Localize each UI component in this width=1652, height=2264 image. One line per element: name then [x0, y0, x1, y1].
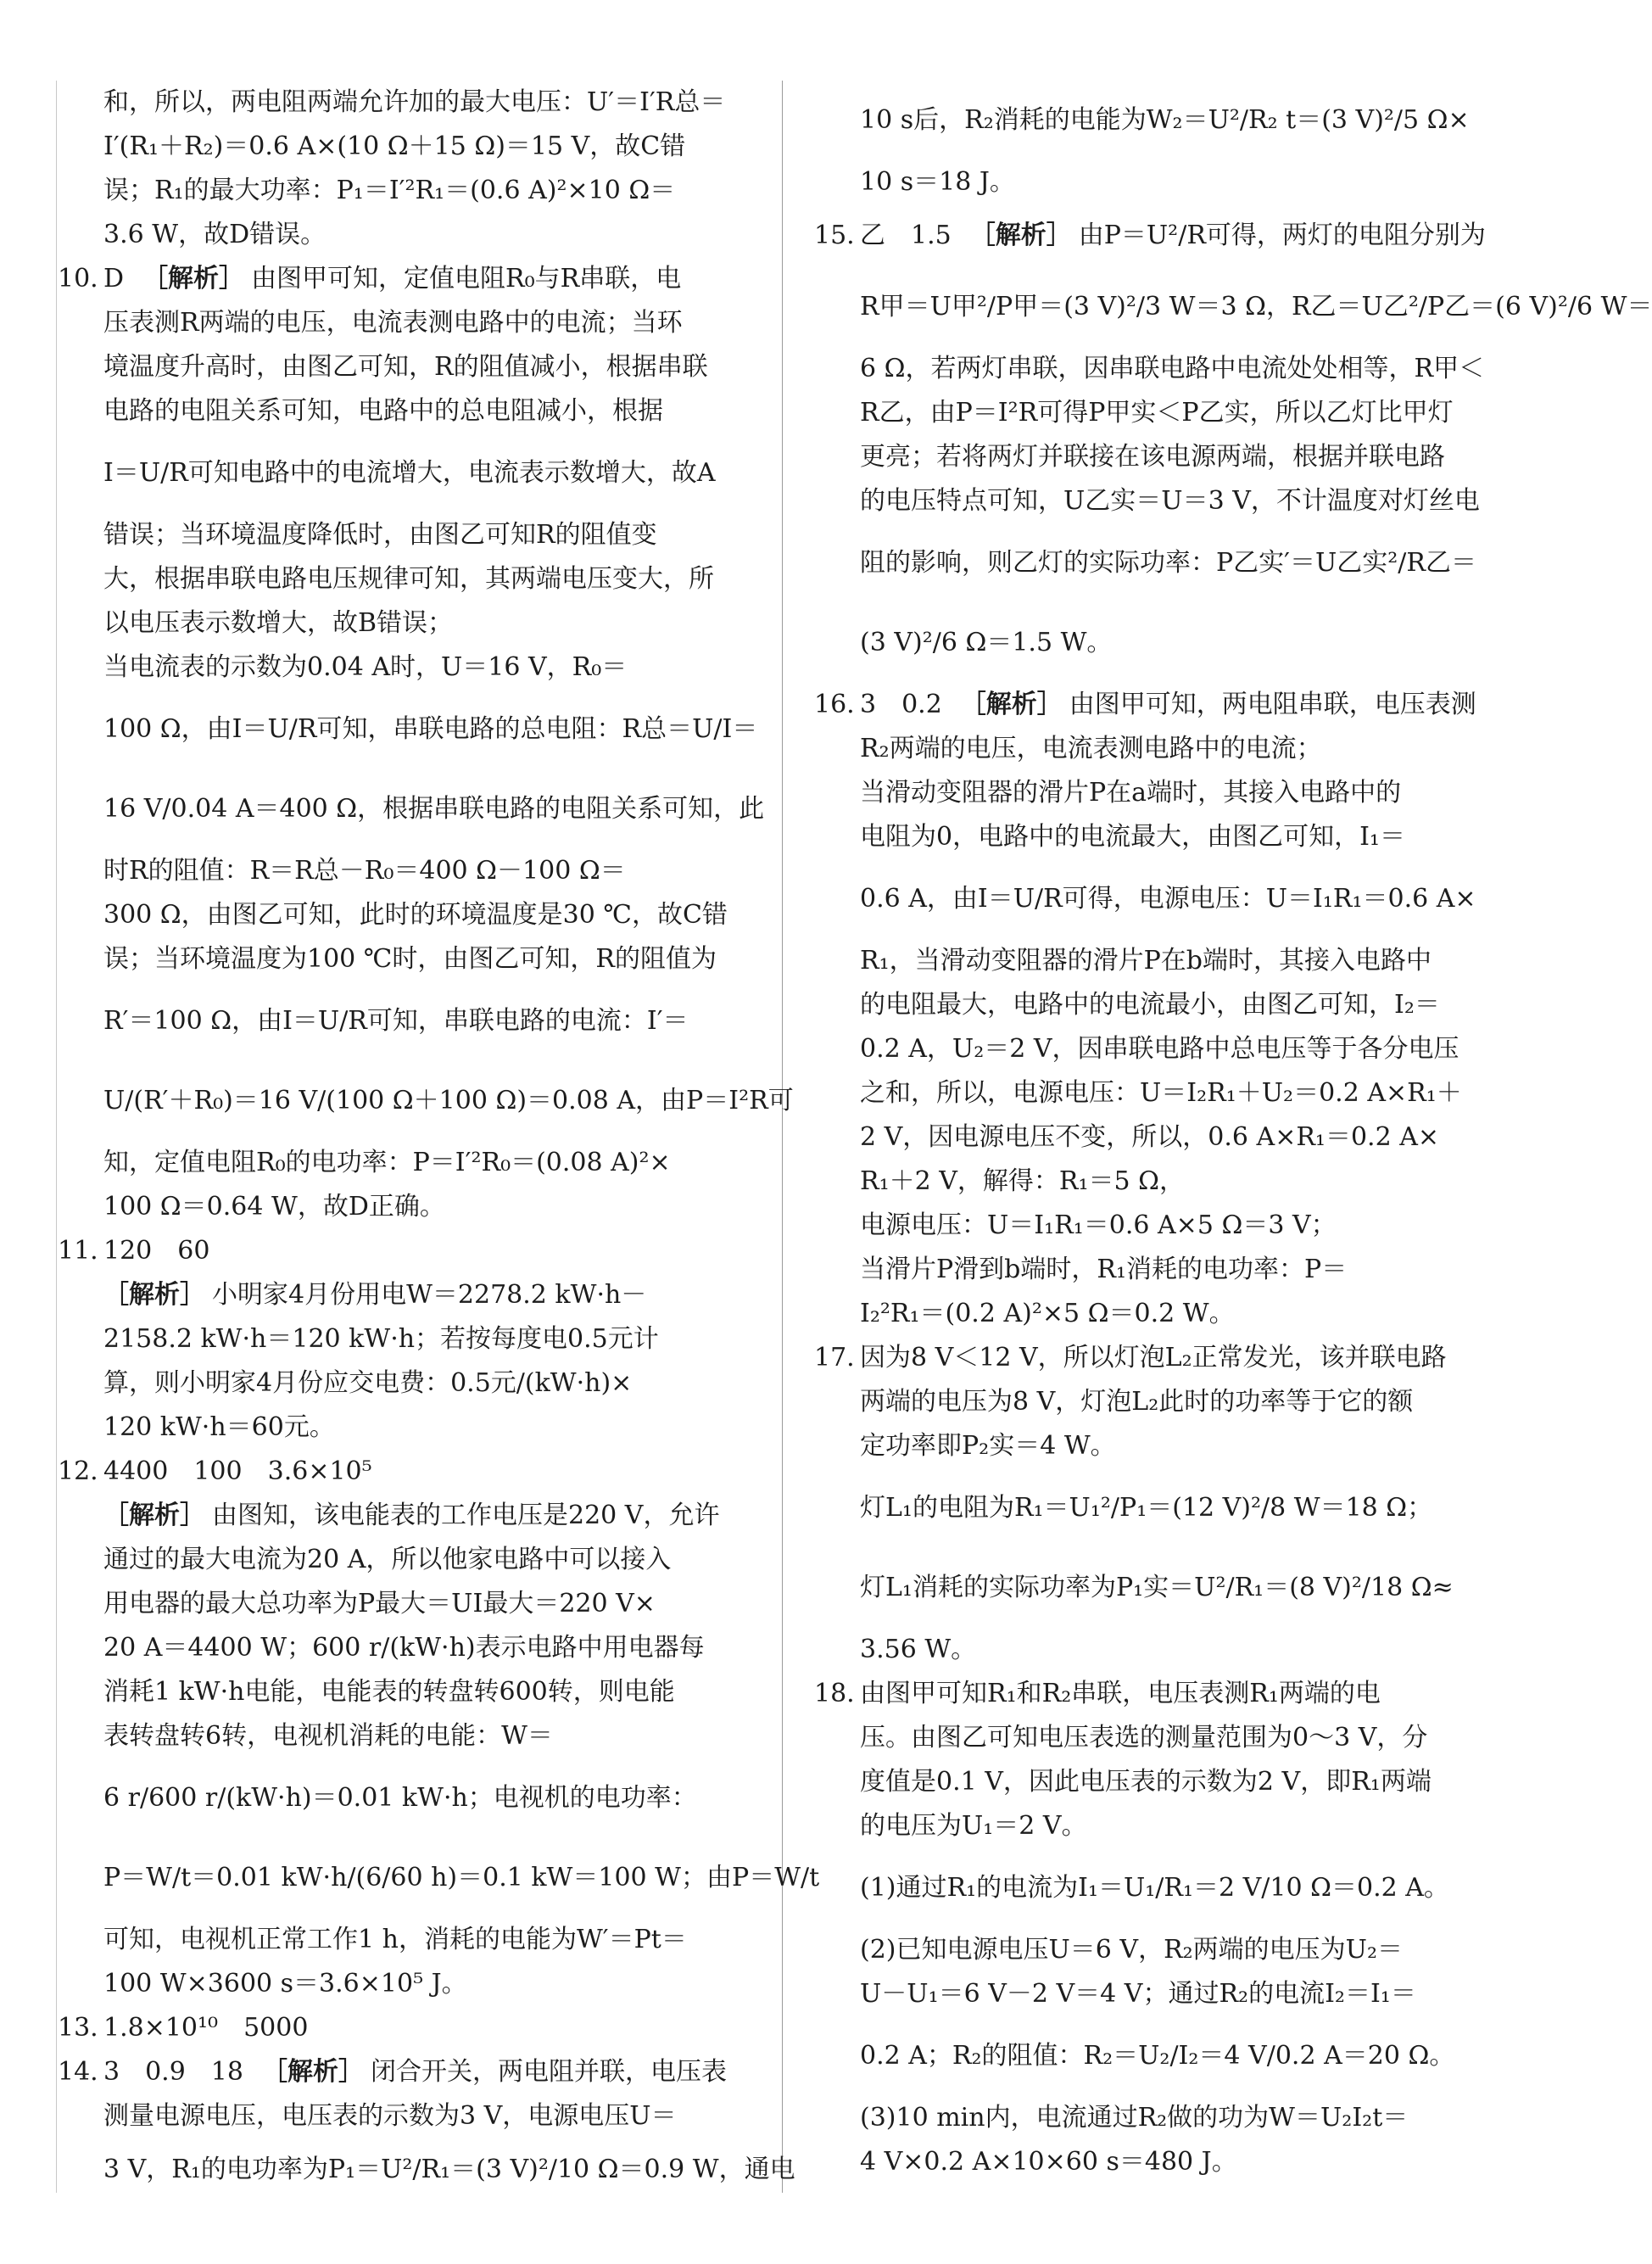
line-text: I′(R₁＋R₂)＝0.6 A×(10 Ω＋15 Ω)＝15 V，故C错: [103, 131, 686, 161]
line-text: 因为8 V＜12 V，所以灯泡L₂正常发光，该并联电路: [860, 1343, 1447, 1372]
line-text: 时R的阻值：R＝R总－R₀＝400 Ω－100 Ω＝: [103, 856, 626, 886]
text-line: [814, 1716, 1497, 1760]
line-text: U－U₁＝6 V－2 V＝4 V；通过R₂的电流I₂＝I₁＝: [860, 1979, 1416, 2009]
text-line: [58, 849, 740, 893]
line-text: 消耗1 kW·h电能，电能表的转盘转600转，则电能: [103, 1677, 675, 1707]
line-text: 的电压特点可知，U乙实＝U＝3 V，不计温度对灯丝电: [860, 486, 1480, 516]
line-text: 100 W×3600 s＝3.6×10⁵ J。: [103, 1969, 467, 1998]
text-line: [814, 523, 1497, 603]
text-line: [58, 1061, 794, 1141]
text-line: [58, 1918, 740, 1962]
line-text: 之和，所以，电源电压：U＝I₂R₁＋U₂＝0.2 A×R₁＋: [860, 1078, 1462, 1108]
line-text: R′＝100 Ω，由I＝U/R可知，串联电路的电流：I′＝: [103, 1006, 689, 1036]
line-text: 由图甲可知R₁和R₂串联，电压表测R₁两端的电: [860, 1679, 1381, 1708]
text-line: [814, 2016, 1497, 2096]
line-text: 100 Ω，由I＝U/R可知，串联电路的总电阻：R总＝U/I＝: [103, 714, 758, 744]
question-line: [814, 683, 1497, 727]
answer-text: 乙 1.5: [860, 221, 952, 250]
line-text: (2)已知电源电压U＝6 V，R₂两端的电压为U₂＝: [860, 1935, 1403, 1965]
text-line: [58, 301, 740, 345]
line-text: 电源电压：U＝I₁R₁＝0.6 A×5 Ω＝3 V；: [860, 1210, 1337, 1240]
analysis-tag: ［解析］: [103, 1280, 205, 1310]
question-line: [58, 1450, 740, 1494]
question-line: [814, 204, 1497, 267]
line-text: 16 V/0.04 A＝400 Ω，根据串联电路的电阻关系可知，此: [103, 794, 765, 824]
question-number: 15.: [814, 221, 855, 250]
text-line: [814, 939, 1497, 983]
text-line: [58, 2138, 795, 2201]
text-line: [814, 1204, 1497, 1248]
line-text: 度值是0.1 V，因此电压表的示数为2 V，即R₁两端: [860, 1767, 1432, 1797]
line-text: I₂²R₁＝(0.2 A)²×5 Ω＝0.2 W。: [860, 1299, 1235, 1328]
answer-text: 120 60: [103, 1236, 210, 1266]
line-text: 6 r/600 r/(kW·h)＝0.01 kW·h；电视机的电功率：: [103, 1783, 697, 1813]
line-text: 用电器的最大总功率为P最大＝UI最大＝220 V×: [103, 1589, 656, 1618]
line-text: 由图甲可知，两电阻串联，电压表测: [1069, 690, 1476, 719]
line-text: 小明家4月份用电W＝2278.2 kW·h－: [212, 1280, 647, 1310]
line-text: 的电阻最大，电路中的电流最小，由图乙可知，I₂＝: [860, 990, 1440, 1020]
text-line: [814, 1760, 1497, 1804]
line-text: 0.2 A；R₂的阻值：R₂＝U₂/I₂＝4 V/0.2 A＝20 Ω。: [860, 2041, 1455, 2071]
line-text: 由图知，该电能表的工作电压是220 V，允许: [212, 1501, 720, 1530]
line-text: 0.6 A，由I＝U/R可得，电源电压：U＝I₁R₁＝0.6 A×: [860, 884, 1476, 914]
line-text: 算，则小明家4月份应交电费：0.5元/(kW·h)×: [103, 1368, 633, 1398]
answer-text: D: [103, 264, 125, 293]
text-line: [814, 1928, 1497, 1972]
analysis-tag: ［解析］: [261, 2057, 364, 2087]
question-number: 14.: [58, 2057, 98, 2087]
text-line: [814, 1848, 1497, 1928]
text-line: [814, 347, 1497, 391]
text-line: [814, 267, 1652, 347]
text-line: [58, 169, 740, 213]
text-line: [814, 1292, 1497, 1336]
text-line: [58, 1538, 740, 1582]
line-text: (3)10 min内，电流通过R₂做的功为W＝U₂I₂t＝: [860, 2103, 1409, 2133]
line-text: 灯L₁消耗的实际功率为P₁实＝U²/R₁＝(8 V)²/18 Ω≈: [860, 1573, 1454, 1602]
line-text: (3 V)²/6 Ω＝1.5 W。: [860, 628, 1113, 657]
text-line: [814, 1424, 1497, 1468]
text-line: [58, 1141, 740, 1185]
question-number: 18.: [814, 1679, 855, 1708]
text-line: [814, 1804, 1497, 1848]
question-line: [814, 1672, 1497, 1716]
answer-text: 3 0.9 18: [103, 2057, 243, 2087]
text-line: [58, 769, 765, 849]
text-line: [58, 646, 740, 690]
line-text: 压。由图乙可知电压表选的测量范围为0～3 V，分: [860, 1723, 1428, 1753]
text-line: [58, 1714, 740, 1758]
line-text: 以电压表示数增大，故B错误；: [103, 608, 454, 638]
text-line: [814, 1071, 1497, 1115]
text-line: [58, 81, 740, 125]
line-text: 300 Ω，由图乙可知，此时的环境温度是30 ℃，故C错: [103, 900, 728, 930]
line-text: 3.56 W。: [860, 1635, 977, 1664]
line-text: R甲＝U甲²/P甲＝(3 V)²/3 W＝3 Ω，R乙＝U乙²/P乙＝(6 V)²/6 W＝: [860, 292, 1652, 321]
question-line: [58, 2050, 740, 2094]
text-line: [58, 433, 740, 513]
text-line: [58, 213, 740, 257]
line-text: 阻的影响，则乙灯的实际功率：P乙实′＝U乙实²/R乙＝: [860, 548, 1477, 578]
analysis-tag: ［解析］: [103, 1501, 205, 1530]
line-text: (1)通过R₁的电流为I₁＝U₁/R₁＝2 V/10 Ω＝0.2 A。: [860, 1873, 1449, 1903]
question-number: 16.: [814, 690, 855, 719]
line-text: 境温度升高时，由图乙可知，R的阻值减小，根据串联: [103, 352, 708, 382]
line-text: 测量电源电压，电压表的示数为3 V，电源电压U＝: [103, 2101, 677, 2131]
text-line: [58, 981, 740, 1061]
text-line: [58, 557, 740, 601]
line-text: 电阻为0，电路中的电流最大，由图乙可知，I₁＝: [860, 822, 1405, 852]
line-text: 当滑动变阻器的滑片P在a端时，其接入电路中的: [860, 778, 1402, 808]
text-line: [814, 391, 1497, 435]
question-number: 17.: [814, 1343, 855, 1372]
question-number: 13.: [58, 2013, 98, 2043]
line-text: 0.2 A，U₂＝2 V，因串联电路中总电压等于各分电压: [860, 1034, 1459, 1064]
line-text: 10 s＝18 J。: [860, 167, 1015, 197]
line-text: 4 V×0.2 A×10×60 s＝480 J。: [860, 2147, 1237, 2177]
text-line: [58, 1317, 740, 1361]
line-text: 120 kW·h＝60元。: [103, 1412, 335, 1442]
text-line: [814, 727, 1497, 771]
text-line: [814, 1248, 1497, 1292]
text-line: [814, 1628, 1497, 1672]
question-number: 11.: [58, 1236, 98, 1266]
line-text: 定功率即P₂实＝4 W。: [860, 1431, 1116, 1461]
text-line: [814, 815, 1497, 859]
line-text: 误；R₁的最大功率：P₁＝I′²R₁＝(0.6 A)²×10 Ω＝: [103, 176, 676, 205]
page-edge: [56, 81, 57, 2193]
line-text: 和，所以，两电阻两端允许加的最大电压：U′＝I′R总＝: [103, 87, 726, 117]
text-line: [814, 983, 1497, 1027]
right-column: [814, 81, 1652, 2184]
question-line: [814, 1336, 1497, 1380]
text-line: [814, 1380, 1497, 1424]
line-text: 表转盘转6转，电视机消耗的电能：W＝: [103, 1721, 553, 1751]
line-text: 20 A＝4400 W；600 r/(kW·h)表示电路中用电器每: [103, 1633, 705, 1663]
text-line: [814, 2140, 1497, 2184]
text-line: [814, 2096, 1497, 2140]
text-line: [814, 1548, 1497, 1628]
text-line: [814, 160, 1497, 204]
line-text: 由图甲可知，定值电阻R₀与R串联，电: [251, 264, 682, 293]
line-text: U/(R′＋R₀)＝16 V/(100 Ω＋100 Ω)＝0.08 A，由P＝I²R可: [103, 1086, 794, 1115]
text-line: [58, 937, 740, 981]
question-line: [58, 2006, 740, 2050]
line-text: 知，定值电阻R₀的电功率：P＝I′²R₀＝(0.08 A)²×: [103, 1148, 671, 1177]
text-line: [58, 601, 740, 646]
text-line: [58, 125, 740, 169]
text-line: [58, 1758, 740, 1838]
line-text: 10 s后，R₂消耗的电能为W₂＝U²/R₂ t＝(3 V)²/5 Ω×: [860, 105, 1470, 135]
question-line: [58, 257, 740, 301]
text-line: [814, 1027, 1497, 1071]
text-line: [58, 1185, 740, 1229]
line-text: 通过的最大电流为20 A，所以他家电路中可以接入: [103, 1545, 672, 1574]
text-line: [58, 893, 740, 937]
line-text: 当电流表的示数为0.04 A时，U＝16 V，R₀＝: [103, 652, 628, 682]
text-line: [814, 1115, 1497, 1160]
text-line: [58, 1838, 820, 1918]
text-line: [58, 690, 758, 769]
text-line: [58, 1494, 740, 1538]
line-text: 当滑片P滑到b端时，R₁消耗的电功率：P＝: [860, 1255, 1348, 1284]
answer-text: 4400 100 3.6×10⁵: [103, 1456, 372, 1486]
analysis-tag: ［解析］: [969, 221, 1072, 250]
line-text: 由P＝U²/R可得，两灯的电阻分别为: [1078, 221, 1486, 250]
question-number: 10.: [58, 264, 98, 293]
answer-text: 3 0.2: [860, 690, 942, 719]
text-line: [814, 479, 1497, 523]
line-text: 的电压为U₁＝2 V。: [860, 1811, 1087, 1841]
text-line: [58, 389, 740, 433]
analysis-tag: ［解析］: [960, 690, 1063, 719]
line-text: 3.6 W，故D错误。: [103, 220, 326, 249]
text-line: [58, 2094, 740, 2138]
text-line: [58, 513, 740, 557]
line-text: R₁，当滑动变阻器的滑片P在b端时，其接入电路中: [860, 946, 1432, 975]
text-line: [58, 1582, 740, 1626]
text-line: [814, 435, 1497, 479]
line-text: I＝U/R可知电路中的电流增大，电流表示数增大，故A: [103, 458, 716, 488]
line-text: 可知，电视机正常工作1 h，消耗的电能为W′＝Pt＝: [103, 1925, 687, 1954]
text-line: [58, 345, 740, 389]
analysis-tag: ［解析］: [142, 264, 245, 293]
text-line: [814, 1972, 1497, 2016]
text-line: [58, 1670, 740, 1714]
line-text: R乙，由P＝I²R可得P甲实＜P乙实，所以乙灯比甲灯: [860, 398, 1454, 428]
text-line: [58, 1626, 740, 1670]
line-text: R₂两端的电压，电流表测电路中的电流；: [860, 734, 1322, 763]
line-text: 大，根据串联电路电压规律可知，其两端电压变大，所: [103, 564, 714, 594]
line-text: 错误；当环境温度降低时，由图乙可知R的阻值变: [103, 520, 657, 550]
line-text: 压表测R两端的电压，电流表测电路中的电流；当环: [103, 308, 683, 338]
line-text: 电路的电阻关系可知，电路中的总电阻减小，根据: [103, 396, 663, 426]
question-number: 12.: [58, 1456, 98, 1486]
text-line: [58, 1962, 740, 2006]
answer-text: 1.8×10¹⁰ 5000: [103, 2013, 309, 2043]
line-text: 更亮；若将两灯并联接在该电源两端，根据并联电路: [860, 442, 1445, 472]
text-line: [814, 81, 1497, 160]
left-column: [58, 81, 820, 2201]
question-line: [58, 1229, 740, 1273]
line-text: 100 Ω＝0.64 W，故D正确。: [103, 1192, 445, 1221]
line-text: 误；当环境温度为100 ℃时，由图乙可知，R的阻值为: [103, 944, 717, 974]
line-text: P＝W/t＝0.01 kW·h/(6/60 h)＝0.1 kW＝100 W；由P＝W/t: [103, 1863, 820, 1892]
line-text: 2 V，因电源电压不变，所以，0.6 A×R₁＝0.2 A×: [860, 1122, 1439, 1152]
line-text: R₁＋2 V，解得：R₁＝5 Ω，: [860, 1166, 1186, 1196]
text-line: [814, 603, 1497, 683]
text-line: [814, 1468, 1497, 1548]
text-line: [58, 1406, 740, 1450]
line-text: 灯L₁的电阻为R₁＝U₁²/P₁＝(12 V)²/8 W＝18 Ω；: [860, 1493, 1433, 1523]
line-text: 两端的电压为8 V，灯泡L₂此时的功率等于它的额: [860, 1387, 1414, 1417]
text-line: [814, 771, 1497, 815]
line-text: 闭合开关，两电阻并联，电压表: [370, 2057, 727, 2087]
line-text: 6 Ω，若两灯串联，因串联电路中电流处处相等，R甲＜: [860, 354, 1485, 383]
line-text: 2158.2 kW·h＝120 kW·h；若按每度电0.5元计: [103, 1324, 659, 1354]
text-line: [58, 1361, 740, 1406]
text-line: [58, 1273, 740, 1317]
text-line: [814, 1160, 1497, 1204]
text-line: [814, 859, 1497, 939]
line-text: 3 V，R₁的电功率为P₁＝U²/R₁＝(3 V)²/10 Ω＝0.9 W，通电: [103, 2155, 795, 2184]
